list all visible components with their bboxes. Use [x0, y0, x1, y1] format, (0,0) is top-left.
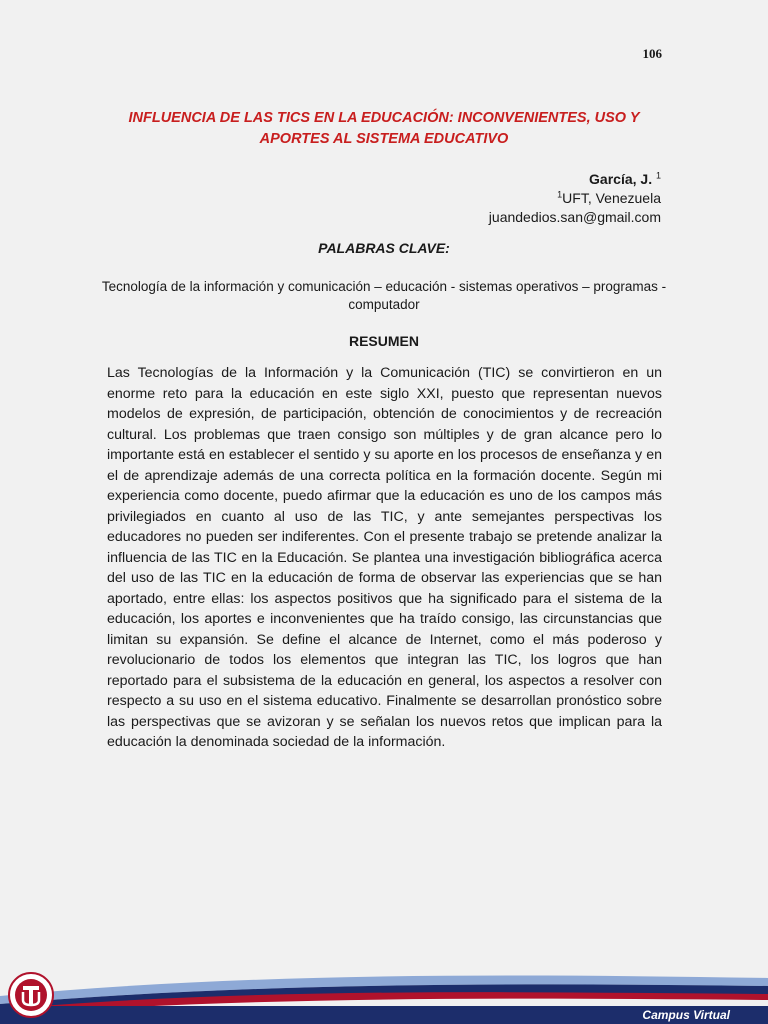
abstract-heading: RESUMEN: [348, 333, 419, 349]
author-block: [489, 170, 661, 227]
author-name: García, J.: [589, 171, 653, 187]
author-superscript: 1: [655, 170, 661, 181]
page-number: 106: [642, 46, 662, 61]
paper-title: INFLUENCIA DE LAS TICS EN LA EDUCACIÓN: INCONVENIENTES, USO Y APORTES AL SISTEMA EDUCATIVO: [128, 110, 640, 147]
abstract-text: Las Tecnologías de la Información y la Comunicación (TIC) se convirtieron en un enorme reto para la educación en este siglo XXI, puesto que representan nuevos modelos de expresión, de participación, obtención de conocimientos y de recreación cultural. Los problemas que traen consigo son múltiples y de gran alcance pero lo importante está en establecer el sentido y su aporte en los procesos de enseñanza y en el de aprendizaje además de una correcta política en la formación docente. Según mi experiencia como docente, puedo afirmar que la educación es uno de los campos más privilegiados en cuanto al uso de las TIC, y ante semejantes perspectivas los educadores no pueden ser indiferentes. Con el presente trabajo se pretende analizar la influencia de las TIC en la Educación. Se plantea una investigación bibliográfica acerca del uso de las TIC en la educación de forma de observar las experiencias que se han aportado, entre ellas: los aspectos positivos que ha significado para el sistema de la educación, los aportes e inconvenientes que ha traído consigo, las circunstancias que limitan su expansión. Se define el alcance de Internet, como el más poderoso y revolucionario de todos los elementos que integran las TIC, los logros que han reportado para el subsistema de la educación en general, los aspectos a resolver con respecto a su uso en el sistema educativo. Finalmente se desarrollan pronóstico sobre las perspectivas que se avizoran y se señalan los nuevos retos que implican para la educación la denominada sociedad de la información.: [107, 365, 662, 750]
keywords-heading: PALABRAS CLAVE:: [318, 240, 450, 256]
affiliation-superscript: 1: [557, 189, 563, 200]
author-line: [489, 170, 661, 189]
affiliation: UFT, Venezuela: [562, 190, 661, 206]
author-email: juandedios.san@gmail.com: [488, 209, 661, 225]
campus-virtual-label: Campus Virtual: [642, 1008, 730, 1022]
affiliation-line: [489, 189, 661, 208]
keywords-text: Tecnología de la información y comunicación – educación - sistemas operativos – programas - computador: [101, 279, 667, 312]
footer-banner: [0, 966, 768, 1024]
university-seal-logo: [8, 972, 54, 1018]
